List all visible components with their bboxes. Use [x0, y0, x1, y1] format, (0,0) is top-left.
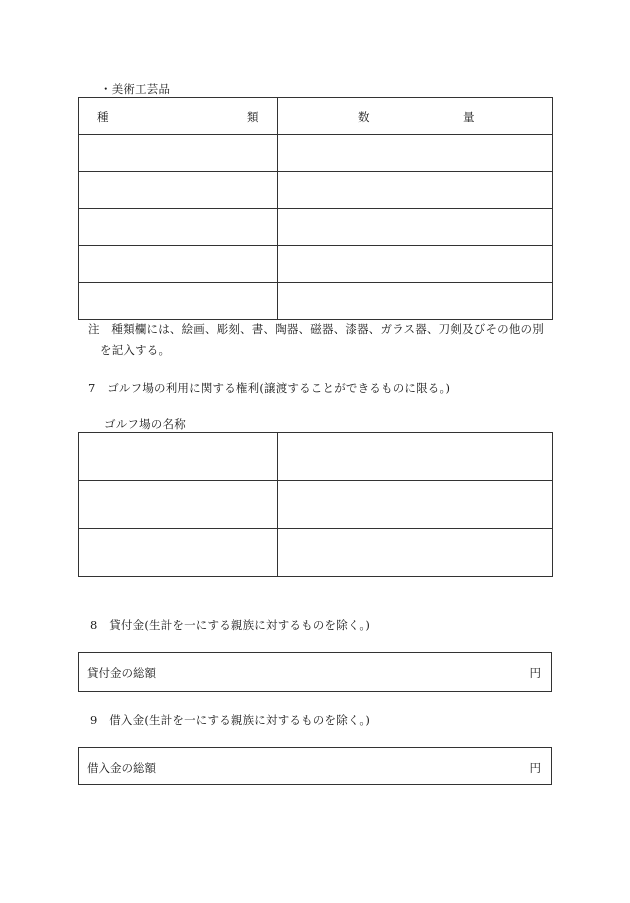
- loans-section-heading: 8 貸付金(生計を一にする親族に対するものを除く。): [90, 618, 371, 632]
- loans-total-field[interactable]: [78, 652, 552, 692]
- golf-section-heading: 7 ゴルフ場の利用に関する権利(譲渡することができるものに限る。): [88, 381, 451, 395]
- golf-name-cell-3[interactable]: [79, 529, 278, 577]
- column-header-quantity-char2: 量: [463, 110, 475, 124]
- art-quantity-cell-2[interactable]: [278, 172, 553, 209]
- loans-total-label: 貸付金の総額: [87, 666, 156, 680]
- column-header-quantity-char1: 数: [358, 110, 370, 124]
- golf-course-name-label: ゴルフ場の名称: [104, 417, 186, 431]
- borrowings-section-heading: 9 借入金(生計を一にする親族に対するものを除く。): [90, 713, 371, 727]
- art-type-cell-2[interactable]: [79, 172, 278, 209]
- column-header-type-char2: 類: [247, 110, 259, 124]
- art-quantity-cell-1[interactable]: [278, 135, 553, 172]
- borrowings-total-label: 借入金の総額: [87, 761, 156, 775]
- column-header-type-char1: 種: [97, 110, 109, 124]
- golf-name-cell-2[interactable]: [79, 481, 278, 529]
- art-crafts-table: [78, 97, 553, 320]
- art-type-cell-5[interactable]: [79, 283, 278, 320]
- borrowings-yen-unit: 円: [529, 761, 541, 775]
- art-quantity-cell-5[interactable]: [278, 283, 553, 320]
- art-section-heading: ・美術工芸品: [100, 82, 171, 96]
- art-type-cell-3[interactable]: [79, 209, 278, 246]
- borrowings-total-field[interactable]: [78, 747, 552, 785]
- art-quantity-cell-4[interactable]: [278, 246, 553, 283]
- art-type-cell-4[interactable]: [79, 246, 278, 283]
- loans-yen-unit: 円: [529, 666, 541, 680]
- art-type-cell-1[interactable]: [79, 135, 278, 172]
- golf-rights-table: [78, 432, 553, 577]
- column-header-type: [79, 98, 278, 135]
- column-header-quantity: [278, 98, 553, 135]
- golf-detail-cell-1[interactable]: [278, 433, 553, 481]
- art-note-line1: 注 種類欄には、絵画、彫刻、書、陶器、磁器、漆器、ガラス器、刀剣及びその他の別: [88, 322, 544, 336]
- art-note-line2: を記入する。: [100, 343, 171, 357]
- golf-detail-cell-3[interactable]: [278, 529, 553, 577]
- golf-name-cell-1[interactable]: [79, 433, 278, 481]
- art-quantity-cell-3[interactable]: [278, 209, 553, 246]
- golf-detail-cell-2[interactable]: [278, 481, 553, 529]
